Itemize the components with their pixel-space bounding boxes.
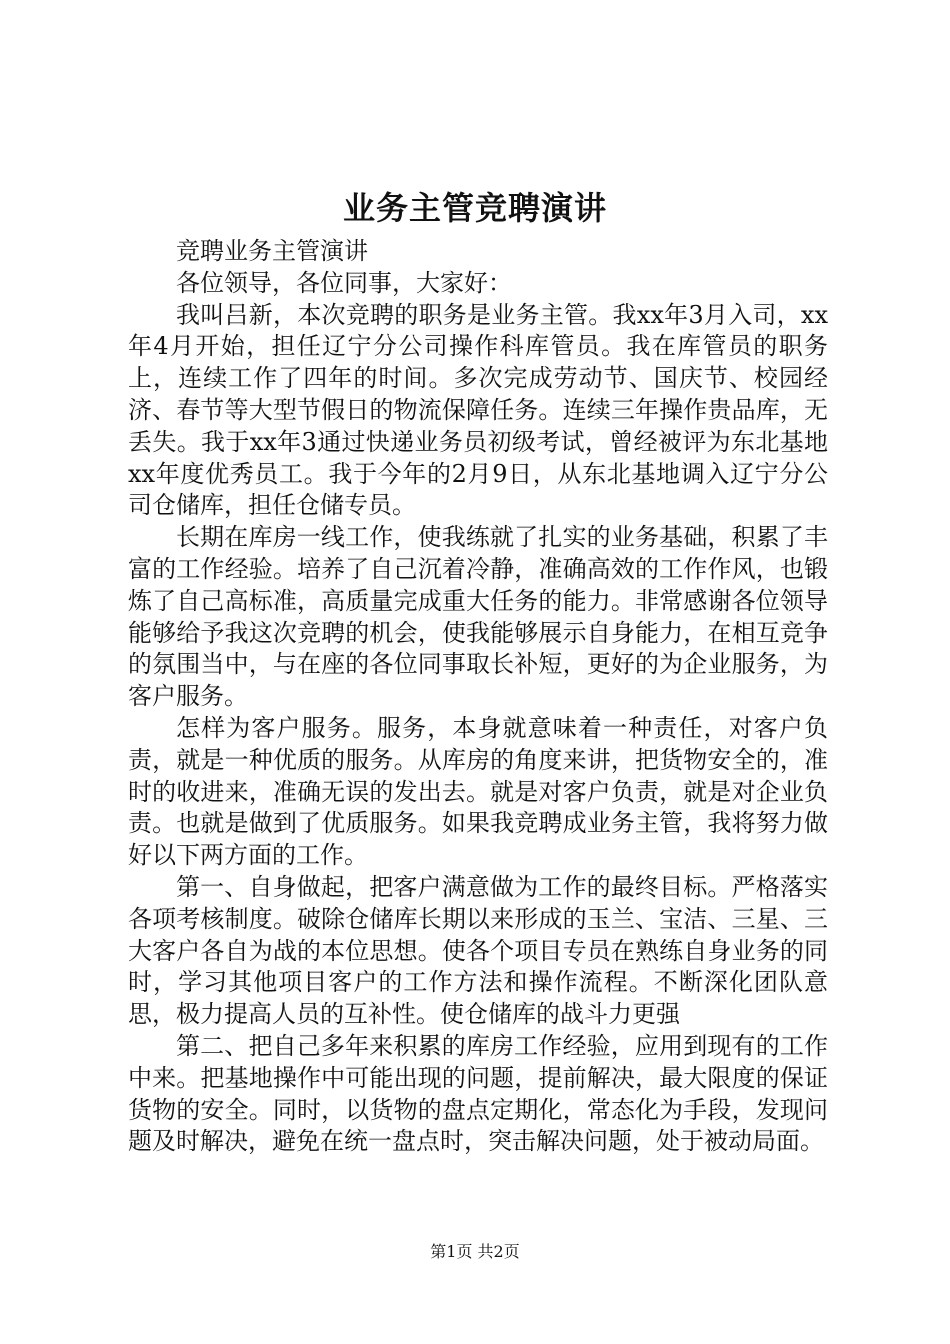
paragraph-introduction: 我叫吕新，本次竞聘的职务是业务主管。我xx年3月入司，xx年4月开始，担任辽宁分公司操作科库管员。我在库管员的职务上，连续工作了四年的时间。多次完成劳动节、国庆节、校园经济、春节等大型节假日的物流保障任务。连续三年操作贵品库，无丢失。我于xx年3通过快递业务员初级考试，曾经被评为东北基地xx年度优秀员工。我于今年的2月9日，从东北基地调入辽宁分公司仓储库，担任仓储专员。	[128, 300, 828, 520]
document-title: 业务主管竞聘演讲	[342, 189, 607, 227]
paragraph-service: 怎样为客户服务。服务，本身就意味着一种责任，对客户负责，就是一种优质的服务。从库房的角度来讲，把货物安全的，准时的收进来，准确无误的发出去。就是对客户负责，就是对企业负责。也就是做到了优质服务。如果我竞聘成业务主管，我将努力做好以下两方面的工作。	[128, 713, 828, 870]
paragraph-subtitle: 竞聘业务主管演讲	[176, 237, 368, 265]
paragraph-experience: 长期在库房一线工作，使我练就了扎实的业务基础，积累了丰富的工作经验。培养了自己沉着冷静，准确高效的工作作风，也锻炼了自己高标准，高质量完成重大任务的能力。非常感谢各位领导能够给予我这次竞聘的机会，使我能够展示自身能力，在相互竞争的氛围当中，与在座的各位同事取长补短，更好的为企业服务，为客户服务。	[128, 523, 828, 711]
paragraph-plan-second: 第二、把自己多年来积累的库房工作经验，应用到现有的工作中来。把基地操作中可能出现的问题，提前解决，最大限度的保证货物的安全。同时，以货物的盘点定期化，常态化为手段，发现问题及时解决，避免在统一盘点时，突击解决问题，处于被动局面。	[128, 1031, 828, 1156]
paragraph-greeting: 各位领导，各位同事，大家好：	[176, 268, 512, 297]
page-number-footer: 第1页 共2页	[430, 1242, 520, 1261]
paragraph-plan-first: 第一、自身做起，把客户满意做为工作的最终目标。严格落实各项考核制度。破除仓储库长期以来形成的玉兰、宝洁、三星、三大客户各自为战的本位思想。使各个项目专员在熟练自身业务的同时，学习其他项目客户的工作方法和操作流程。不断深化团队意思，极力提高人员的互补性。使仓储库的战斗力更强	[128, 872, 828, 1029]
document-body	[128, 236, 828, 1158]
